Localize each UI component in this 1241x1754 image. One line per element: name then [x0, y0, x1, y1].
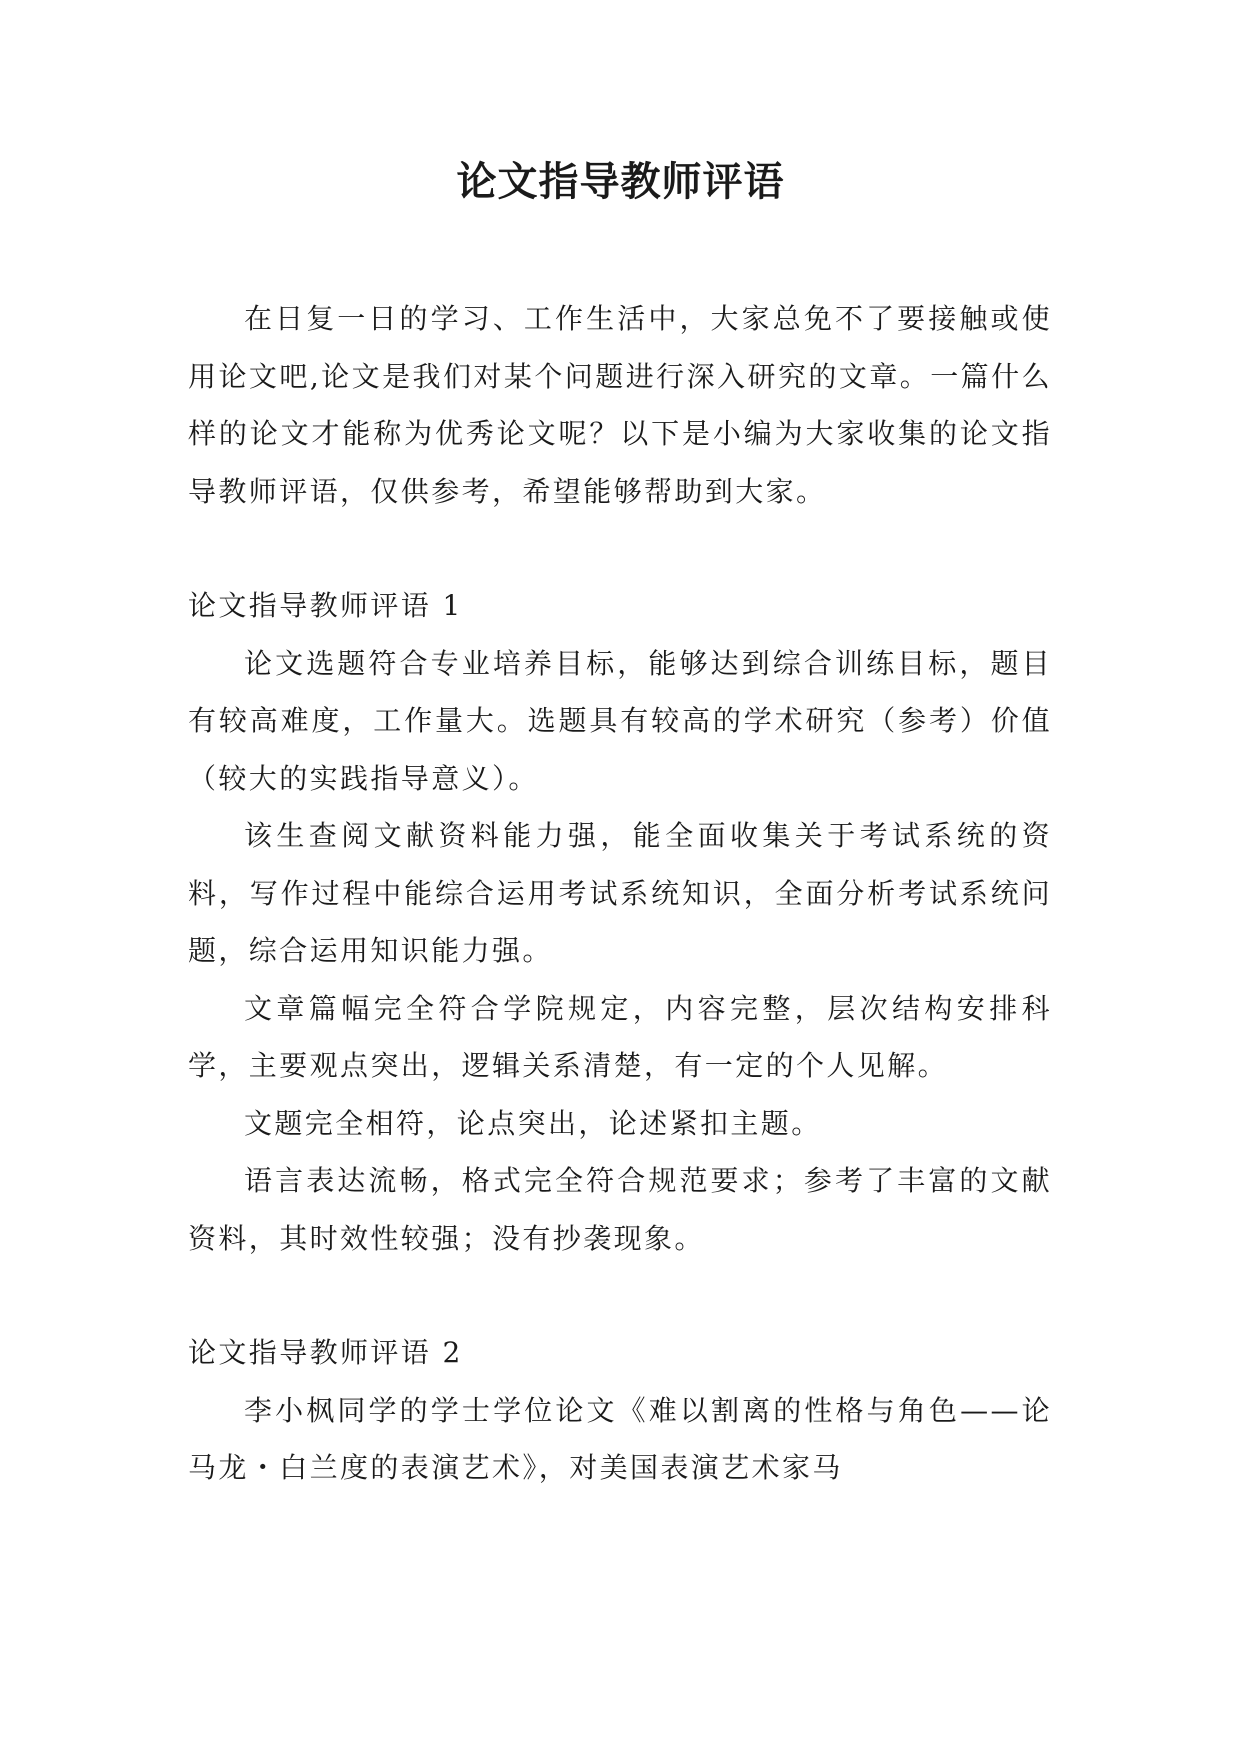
- section-heading-1: 论文指导教师评语 1: [188, 589, 463, 622]
- section-1-paragraph-5: 语言表达流畅，格式完全符合规范要求；参考了丰富的文献资料，其时效性较强；没有抄袭现象。: [188, 1164, 1052, 1255]
- document-body: [188, 290, 1052, 1497]
- section-1-paragraph-2: 该生查阅文献资料能力强，能全面收集关于考试系统的资料，写作过程中能综合运用考试系统知识，全面分析考试系统问题，综合运用知识能力强。: [188, 819, 1052, 967]
- section-1-paragraph-4: 文题完全相符，论点突出，论述紧扣主题。: [244, 1106, 822, 1140]
- section-1-paragraph-3: 文章篇幅完全符合学院规定，内容完整，层次结构安排科学，主要观点突出，逻辑关系清楚，有一定的个人见解。: [188, 991, 1052, 1082]
- intro-paragraph: 在日复一日的学习、工作生活中，大家总免不了要接触或使用论文吧,论文是我们对某个问题进行深入研究的文章。一篇什么样的论文才能称为优秀论文呢？以下是小编为大家收集的论文指导教师评语，仅供参考，希望能够帮助到大家。: [188, 302, 1052, 508]
- section-heading-2: 论文指导教师评语 2: [188, 1336, 463, 1369]
- section-2-paragraph-1: 李小枫同学的学士学位论文《难以割离的性格与角色——论马龙・白兰度的表演艺术》，对美国表演艺术家马: [188, 1393, 1052, 1484]
- section-1-paragraph-1: 论文选题符合专业培养目标，能够达到综合训练目标，题目有较高难度，工作量大。选题具有较高的学术研究（参考）价值（较大的实践指导意义）。: [188, 646, 1052, 795]
- document-title: 论文指导教师评语: [456, 159, 785, 205]
